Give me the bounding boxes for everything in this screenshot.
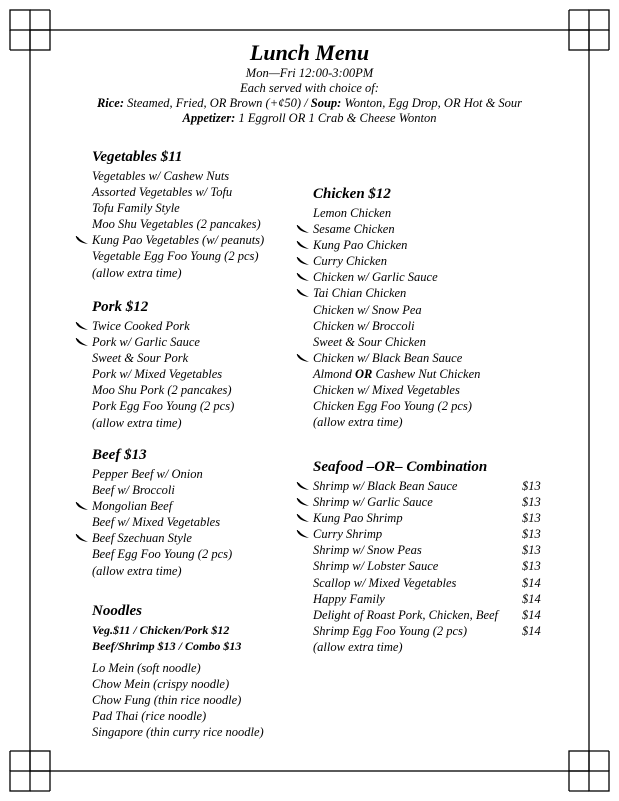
seafood-title: Seafood –OR– Combination [313, 459, 488, 475]
chicken-title: Chicken $12 [313, 186, 391, 202]
menu-item-spicy [313, 478, 541, 494]
item-name: Mongolian Beef [92, 499, 173, 514]
soup-label: Soup: [310, 96, 342, 110]
menu-item-spicy [92, 334, 234, 350]
item-name: Delight of Roast Pork, Chicken, Beef [313, 607, 499, 622]
chili-pepper-icon [296, 354, 310, 363]
rice-soup-line [0, 96, 619, 111]
chili-pepper-icon [296, 273, 310, 282]
menu-item: Chicken w/ Broccoli [313, 318, 415, 333]
menu-item-spicy [92, 232, 264, 248]
menu-item: Sweet & Sour Chicken [313, 334, 426, 349]
menu-item [313, 542, 541, 558]
section-pork [92, 298, 234, 431]
menu-item: Chicken w/ Mixed Vegetables [313, 383, 460, 398]
menu-item [313, 575, 541, 591]
menu-item: Chicken Egg Foo Young (2 pcs) [313, 399, 472, 414]
menu-item: Pad Thai (rice noodle) [92, 709, 207, 724]
noodles-price-line: Veg.$11 / Chicken/Pork $12 [92, 623, 230, 637]
hours: Mon—Fri 12:00-3:00PM [245, 66, 374, 80]
section-vegetables [92, 148, 264, 281]
item-price: $14 [522, 591, 541, 606]
menu-item-spicy [313, 269, 480, 285]
chili-pepper-icon [296, 498, 310, 507]
item-name: Tai Chian Chicken [313, 286, 407, 301]
item-price: $13 [522, 479, 541, 493]
item-name: Shrimp w/ Garlic Sauce [313, 495, 433, 510]
menu-item-spicy [313, 237, 480, 253]
item-name: Curry Shrimp [313, 527, 383, 542]
chili-pepper-icon [75, 338, 89, 347]
menu-item: Assorted Vegetables w/ Tofu [92, 185, 233, 200]
menu-item: Vegetable Egg Foo Young (2 pcs) [92, 249, 259, 264]
appetizer-label: Appetizer: [182, 111, 236, 125]
menu-item-spicy [313, 510, 541, 526]
item-name: Chicken w/ Garlic Sauce [313, 270, 438, 285]
section-seafood [313, 458, 541, 655]
item-price: $13 [522, 527, 541, 542]
menu-item [313, 623, 541, 639]
appetizer-line [0, 111, 619, 126]
item-name-part: Almond [313, 366, 356, 381]
menu-item: Chow Mein (crispy noodle) [92, 677, 230, 692]
menu-item: Vegetables w/ Cashew Nuts [92, 169, 230, 183]
menu-item-note: (allow extra time) [313, 639, 403, 654]
menu-item: Pepper Beef w/ Onion [92, 467, 203, 481]
served-with-note: Each served with choice of: [240, 81, 379, 95]
menu-item: Pork Egg Foo Young (2 pcs) [92, 399, 235, 414]
chili-pepper-icon [296, 225, 310, 234]
soup-options: Wonton, Egg Drop, OR Hot & Sour [341, 96, 523, 110]
item-name: Kung Pao Shrimp [313, 511, 403, 526]
item-name: Chicken w/ Black Bean Sauce [313, 350, 463, 365]
menu-item-note: (allow extra time) [92, 563, 182, 578]
menu-item: Moo Shu Pork (2 pancakes) [92, 383, 232, 398]
menu-title: Lunch Menu [249, 40, 370, 65]
item-price: $14 [522, 607, 541, 622]
appetizer-options: 1 Eggroll OR 1 Crab & Cheese Wonton [235, 111, 437, 125]
item-name: Curry Chicken [313, 254, 387, 269]
section-noodles [92, 602, 264, 740]
rice-label: Rice: [96, 96, 125, 110]
menu-item [313, 607, 541, 623]
item-name: Twice Cooked Pork [92, 319, 190, 333]
menu-item: Singapore (thin curry rice noodle) [92, 725, 264, 740]
item-name: Kung Pao Vegetables (w/ peanuts) [92, 233, 265, 248]
chili-pepper-icon [296, 289, 310, 298]
menu-item: Beef w/ Broccoli [92, 483, 175, 498]
menu-item-spicy [92, 498, 232, 514]
menu-item-spicy [313, 285, 480, 301]
item-price: $13 [522, 495, 541, 510]
menu-item [313, 366, 480, 382]
menu-item: Pork w/ Mixed Vegetables [92, 367, 223, 382]
menu-item-spicy [92, 318, 234, 334]
item-name: Scallop w/ Mixed Vegetables [313, 575, 457, 590]
item-price: $13 [522, 543, 541, 558]
menu-item-note: (allow extra time) [92, 415, 182, 430]
chili-pepper-icon [75, 502, 89, 511]
chili-pepper-icon [75, 322, 89, 331]
section-chicken [313, 185, 480, 430]
chili-pepper-icon [296, 530, 310, 539]
item-price: $14 [522, 575, 541, 590]
menu-item: Tofu Family Style [92, 201, 180, 216]
menu-item: Chow Fung (thin rice noodle) [92, 693, 242, 708]
vegetables-title: Vegetables $11 [92, 149, 183, 165]
chili-pepper-icon [296, 257, 310, 266]
menu-item: Beef Egg Foo Young (2 pcs) [92, 547, 233, 562]
noodles-price-line: Beef/Shrimp $13 / Combo $13 [92, 639, 242, 653]
item-name: Beef Szechuan Style [92, 531, 192, 546]
chili-pepper-icon [75, 236, 89, 245]
chili-pepper-icon [75, 534, 89, 543]
menu-item: Beef w/ Mixed Vegetables [92, 515, 221, 530]
menu-item: Lo Mein (soft noodle) [92, 661, 201, 675]
item-name: Pork w/ Garlic Sauce [92, 335, 200, 350]
menu-item-spicy [313, 253, 480, 269]
menu-item: Lemon Chicken [313, 206, 392, 220]
item-price: $13 [522, 511, 541, 526]
menu-item-spicy [313, 526, 541, 542]
chili-pepper-icon [296, 514, 310, 523]
item-name-or: OR [355, 366, 373, 381]
section-beef [92, 446, 232, 579]
menu-item-spicy [92, 530, 232, 546]
menu-item-note: (allow extra time) [92, 265, 182, 280]
item-name: Happy Family [313, 591, 385, 606]
menu-item: Sweet & Sour Pork [92, 351, 189, 366]
item-price: $14 [522, 623, 541, 638]
menu-item-spicy [313, 494, 541, 510]
item-name: Shrimp Egg Foo Young (2 pcs) [313, 623, 468, 638]
pork-title: Pork $12 [92, 299, 149, 315]
beef-title: Beef $13 [92, 447, 147, 463]
rice-options: Steamed, Fried, OR Brown (+¢50) / [124, 96, 311, 110]
chili-pepper-icon [296, 241, 310, 250]
item-name: Shrimp w/ Snow Peas [313, 543, 422, 558]
menu-item: Chicken w/ Snow Pea [313, 302, 422, 317]
menu-item [313, 558, 541, 574]
item-name: Shrimp w/ Lobster Sauce [313, 559, 439, 574]
chili-pepper-icon [296, 482, 310, 491]
noodles-title: Noodles [92, 603, 142, 619]
menu-item-spicy [313, 221, 480, 237]
item-name-part: Cashew Nut Chicken [372, 366, 481, 381]
item-name: Shrimp w/ Black Bean Sauce [313, 479, 458, 493]
item-name: Sesame Chicken [313, 222, 395, 237]
menu-item: Moo Shu Vegetables (2 pancakes) [92, 217, 261, 232]
item-price: $13 [522, 559, 541, 574]
item-name: Kung Pao Chicken [313, 238, 408, 253]
menu-item-spicy [313, 350, 480, 366]
menu-item-note: (allow extra time) [313, 415, 403, 430]
menu-header [0, 40, 619, 126]
menu-item [313, 591, 541, 607]
